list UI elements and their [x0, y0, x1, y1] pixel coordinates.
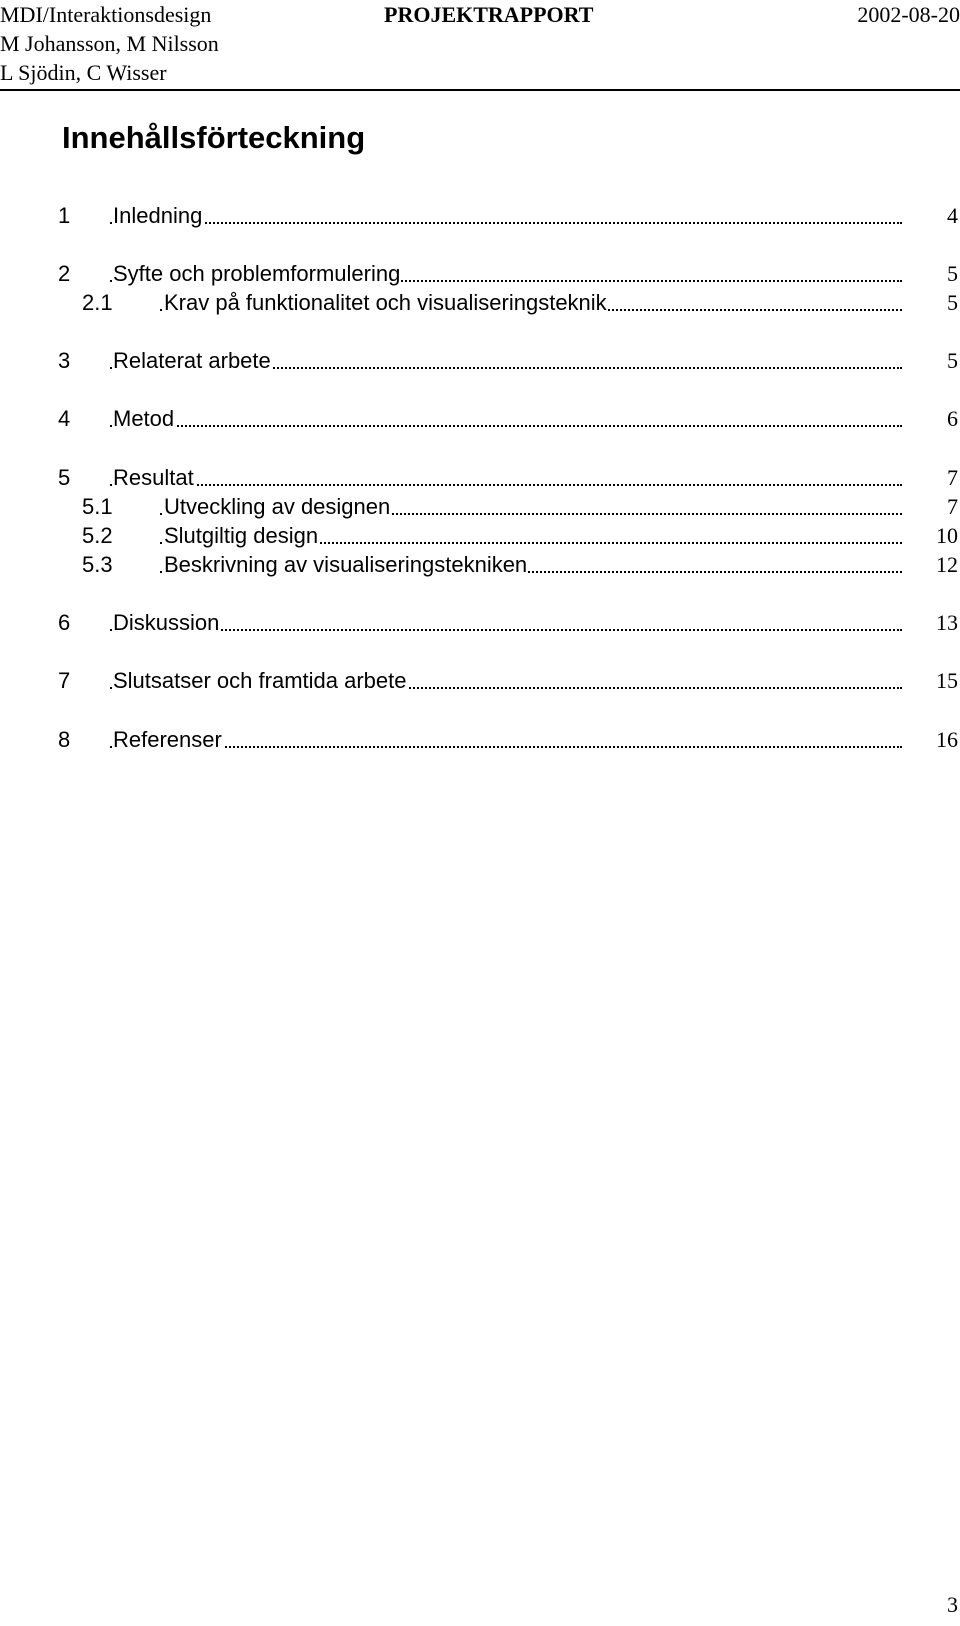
toc-entry-text: Beskrivning av visualiseringstekniken — [164, 550, 528, 580]
toc-entry-text: Slutgiltig design — [164, 521, 319, 551]
toc-entry-text: Utveckling av designen — [164, 492, 391, 522]
toc-entry-page: 16 — [934, 725, 958, 755]
toc-entry-number: 1 — [58, 203, 71, 228]
dot-leader — [110, 222, 902, 224]
toc-entry-number: 5.2 — [82, 523, 113, 548]
toc-entry-page: 5 — [945, 259, 958, 289]
toc-entry-page: 5 — [945, 346, 958, 376]
toc-title: Innehållsförteckning — [62, 120, 366, 155]
toc-entry-text: Inledning — [113, 201, 203, 231]
toc-entry[interactable] — [0, 346, 960, 376]
dot-leader — [110, 425, 902, 427]
toc-entry-text: Krav på funktionalitet och visualiseringsteknik — [164, 288, 608, 318]
toc-entry-number: 7 — [58, 668, 71, 693]
toc-entry-page: 4 — [945, 201, 958, 231]
toc-entry[interactable] — [0, 288, 960, 318]
toc-entry-text: Resultat — [113, 463, 195, 493]
toc-entry-number: 2.1 — [82, 290, 113, 315]
toc-entry[interactable] — [0, 608, 960, 638]
toc-entry-text: Relaterat arbete — [113, 346, 272, 376]
toc-entry-text: Referenser — [113, 725, 223, 755]
report-type: PROJEKTRAPPORT — [384, 2, 594, 27]
header-divider — [0, 89, 960, 91]
toc-entry[interactable] — [0, 521, 960, 551]
dot-leader — [110, 484, 902, 486]
toc-entry-page: 13 — [934, 608, 958, 638]
dot-leader — [110, 746, 902, 748]
toc-entry[interactable] — [0, 404, 960, 434]
toc-entry-page: 15 — [934, 666, 958, 696]
toc-entry[interactable] — [0, 463, 960, 493]
toc-entry[interactable] — [0, 666, 960, 696]
toc-entry-number: 4 — [58, 406, 71, 431]
page-header — [0, 0, 960, 92]
report-date: 2002-08-20 — [857, 2, 960, 27]
toc-entry[interactable] — [0, 259, 960, 289]
toc-entry[interactable] — [0, 550, 960, 580]
toc-entry-text: Metod — [113, 404, 175, 434]
toc-entry-number: 3 — [58, 348, 71, 373]
toc-entry-text: Slutsatser och framtida arbete — [113, 666, 407, 696]
toc-entry-page: 6 — [945, 404, 958, 434]
toc-entry-page: 7 — [945, 492, 958, 522]
authors-line-1: M Johansson, M Nilsson — [0, 31, 219, 56]
toc-entry-number: 5.3 — [82, 552, 113, 577]
toc-entry-number: 6 — [58, 610, 71, 635]
toc-entry-number: 2 — [58, 261, 71, 286]
toc-entry-text: Syfte och problemformulering — [113, 259, 401, 289]
toc-entry-number: 5.1 — [82, 494, 113, 519]
toc-entry-number: 5 — [58, 465, 71, 490]
page-number: 3 — [947, 1592, 958, 1617]
toc-entry-text: Diskussion — [113, 608, 220, 638]
toc-entry[interactable] — [0, 492, 960, 522]
toc-entry-number: 8 — [58, 727, 71, 752]
toc-entry-page: 7 — [945, 463, 958, 493]
toc-entry-page: 10 — [934, 521, 958, 551]
toc-entry[interactable] — [0, 725, 960, 755]
authors-line-2: L Sjödin, C Wisser — [0, 60, 167, 85]
toc-entry-page: 5 — [945, 288, 958, 318]
toc-entry[interactable] — [0, 201, 960, 231]
course-name: MDI/Interaktionsdesign — [0, 2, 212, 27]
toc-entry-page: 12 — [934, 550, 958, 580]
dot-leader — [110, 629, 902, 631]
